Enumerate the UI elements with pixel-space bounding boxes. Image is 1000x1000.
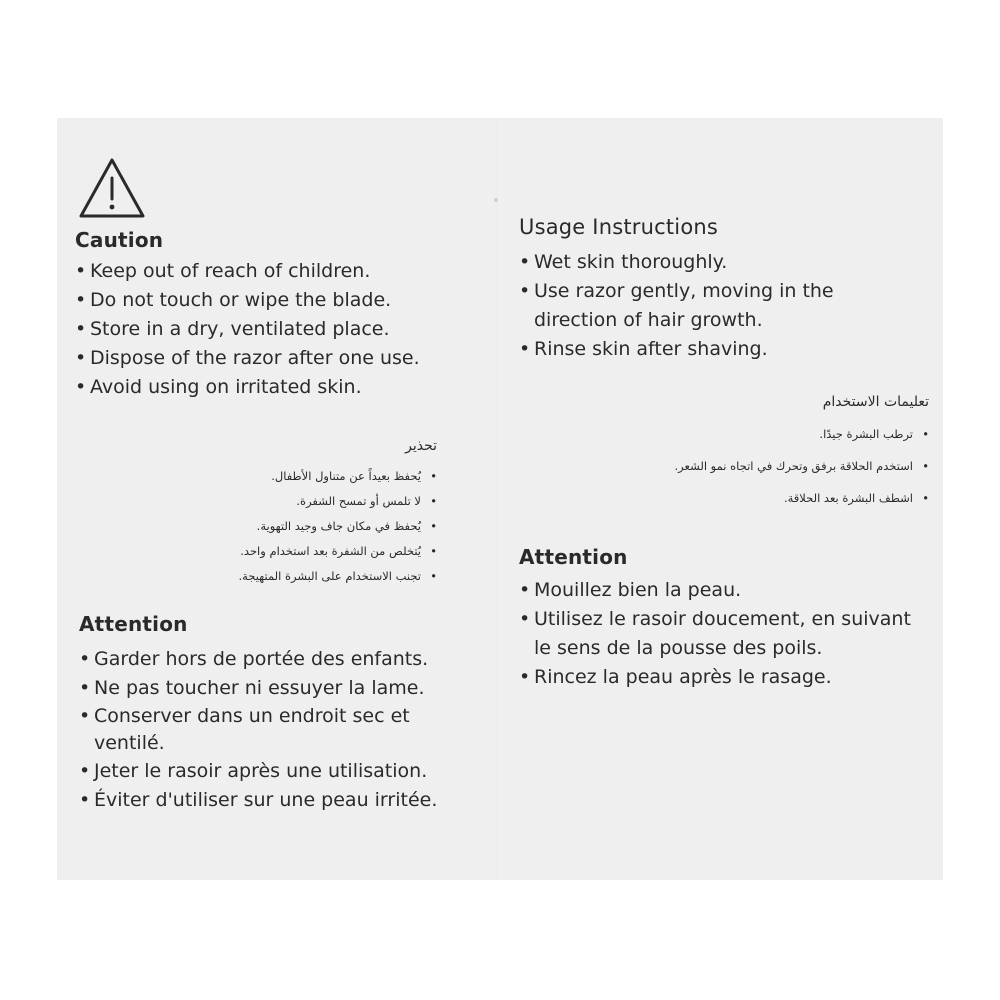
attention-right-heading: Attention — [519, 545, 628, 569]
usage-list — [519, 248, 879, 364]
caution-arabic-heading: تحذير — [405, 438, 437, 454]
usage-arabic-heading: تعليمات الاستخدام — [822, 394, 929, 410]
list-item: • Wet skin thoroughly. — [519, 248, 879, 277]
list-item: • استخدم الحلاقة برفق وتحرك في اتجاه نمو الشعر. — [519, 450, 929, 482]
list-item: • Dispose of the razor after one use. — [75, 344, 485, 373]
list-item: • Éviter d'utiliser sur une peau irritée. — [79, 786, 479, 815]
attention-left-list — [79, 645, 479, 815]
caution-heading: Caution — [75, 228, 164, 252]
list-item: • Ne pas toucher ni essuyer la lame. — [79, 674, 479, 703]
list-item: • ترطب البشرة جيدًا. — [519, 418, 929, 450]
list-item: • Mouillez bien la peau. — [519, 576, 929, 605]
list-item: • Store in a dry, ventilated place. — [75, 315, 485, 344]
list-item: • Garder hors de portée des enfants. — [79, 645, 479, 674]
usage-arabic-block — [519, 394, 929, 514]
list-item: • Rincez la peau après le rasage. — [519, 663, 929, 692]
caution-list — [75, 257, 485, 402]
list-item: • Rinse skin after shaving. — [519, 335, 879, 364]
list-item: • لا تلمس أو تمسح الشفرة. — [75, 489, 437, 514]
usage-heading: Usage Instructions — [519, 215, 719, 239]
list-item: • Avoid using on irritated skin. — [75, 373, 485, 402]
attention-right-list — [519, 576, 929, 692]
instruction-card — [57, 118, 943, 880]
caution-arabic-block — [75, 438, 437, 589]
list-item: • اشطف البشرة بعد الحلاقة. — [519, 482, 929, 514]
list-item: • يُحفظ في مكان جاف وجيد التهوية. — [75, 514, 437, 539]
card-fold-line — [497, 118, 499, 880]
list-item: • Conserver dans un endroit sec et ventilé. — [79, 703, 414, 757]
list-item: • يُتخلص من الشفرة بعد استخدام واحد. — [75, 539, 437, 564]
right-column — [519, 214, 929, 692]
list-item: • Use razor gently, moving in the direction of hair growth. — [519, 277, 879, 335]
fold-mark — [494, 198, 498, 202]
list-item: • Do not touch or wipe the blade. — [75, 286, 485, 315]
attention-left-heading: Attention — [79, 612, 188, 636]
list-item: • تجنب الاستخدام على البشرة المتهيجة. — [75, 564, 437, 589]
left-column — [75, 154, 485, 815]
list-item: • Keep out of reach of children. — [75, 257, 485, 286]
caution-arabic-list — [75, 464, 437, 589]
list-item: • Jeter le rasoir après une utilisation. — [79, 757, 479, 786]
list-item: • يُحفظ بعيداً عن متناول الأطفال. — [75, 464, 437, 489]
list-item: • Utilisez le rasoir doucement, en suivant le sens de la pousse des poils. — [519, 605, 929, 663]
usage-arabic-list — [519, 418, 929, 514]
